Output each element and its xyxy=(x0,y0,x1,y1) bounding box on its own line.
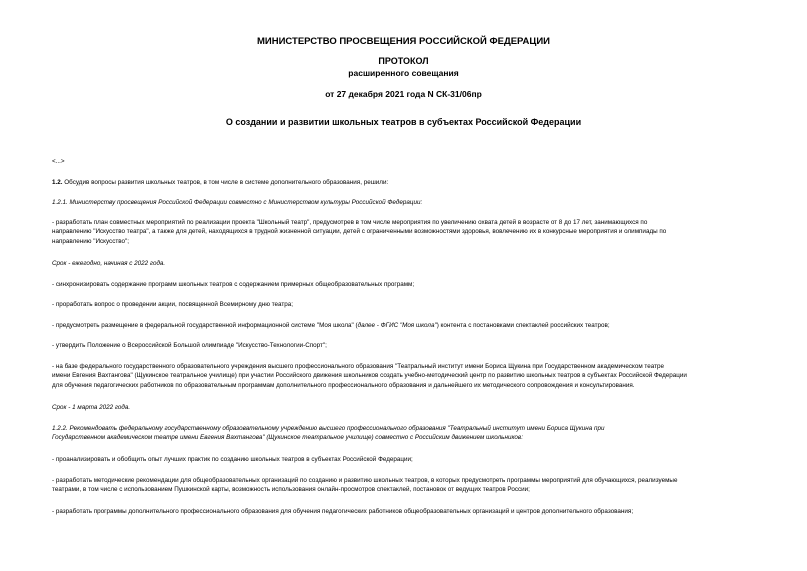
paragraph-line: Государственном академическом театре имени Евгения Вахтангова" (Щукинское театральное училище) совместно с Российским движением школьников: xyxy=(52,434,523,442)
paragraph-number: 1.2. xyxy=(52,179,63,186)
ministry-heading: МИНИСТЕРСТВО ПРОСВЕЩЕНИЯ РОССИЙСКОЙ ФЕДЕРАЦИИ xyxy=(256,36,551,47)
ellipsis-paragraph: <...> xyxy=(52,158,65,165)
paragraph-1-2 xyxy=(52,178,765,187)
paragraph-line: 1.2.2. Рекомендовать федеральному государственному образовательному учреждению высшего профессионального образования "Театральный институт имени Бориса Щукина при xyxy=(52,425,605,432)
paragraph-1-2-1: 1.2.1. Министерству просвещения Российской Федерации совместно с Министерством культуры Российской Федерации: xyxy=(52,199,423,206)
document-subtype: расширенного совещания xyxy=(348,68,459,78)
paragraph-fgis xyxy=(52,321,765,330)
paragraph-line: имени Евгения Вахтангова" (Щукинское театральное училище) при участии Российского движения школьников создать учебно-методический центр по развитию школьных театров в субъектах Российской Федерации xyxy=(52,372,687,380)
paragraph-italic: далее - ФГИС "Моя школа" xyxy=(357,322,437,329)
paragraph-line: направлению "Искусство театра", а также для детей, находящихся в трудной жизненной ситуации, детей с ограниченными возможностями здоровья, вовлечению их в конкурсные мероприятия и олимпиады по xyxy=(52,228,667,236)
deadline-annual: Срок - ежегодно, начиная с 2022 года. xyxy=(52,260,166,267)
paragraph-theatre-day: - проработать вопрос о проведении акции, посвященной Всемирному дню театра; xyxy=(52,301,294,308)
paragraph-plan xyxy=(52,218,765,246)
paragraph-line: - разработать план совместных мероприятий по реализации проекта "Школьный театр", предусмотрев в том числе мероприятия по увеличению охвата детей в возрасте от 8 до 17 лет, занимающихся по xyxy=(52,219,648,226)
paragraph-analyze: - проанализировать и обобщить опыт лучших практик по созданию школьных театров в субъектах Российской Федерации; xyxy=(52,456,413,463)
paragraph-line: - на базе федерального государственного образовательного учреждения высшего профессионального образования "Театральный институт имени Бориса Щукина при Государственном академическом театре xyxy=(52,363,665,370)
paragraph-1-2-2 xyxy=(52,424,765,443)
paragraph-recommendations xyxy=(52,476,765,495)
deadline-march: Срок - 1 марта 2022 года. xyxy=(52,404,131,411)
paragraph-sync: - синхронизировать содержание программ школьных театров с содержанием примерных общеобразовательных программ; xyxy=(52,281,415,288)
document-type: ПРОТОКОЛ xyxy=(378,56,429,66)
paragraph-line: направлению "Искусство"; xyxy=(52,237,129,245)
paragraph-text: - предусмотреть размещение в федеральной государственной информационной системе "Моя школа" ( xyxy=(52,322,358,329)
paragraph-programs: - разработать программы дополнительного профессионального образования для обучения педагогических работников общеобразовательных организаций и центров дополнительного образования; xyxy=(52,508,634,515)
paragraph-line: - разработать методические рекомендации для общеобразовательных организаций по созданию и развитию школьных театров, в которых предусмотреть программы мероприятий для обучающихся, реализуемые xyxy=(52,477,678,484)
paragraph-olympiad: - утвердить Положение о Всероссийской Большой олимпиаде "Искусство-Технологии-Спорт"; xyxy=(52,342,327,349)
paragraph-text: Обсудив вопросы развития школьных театров, в том числе в системе дополнительного образования, решили: xyxy=(62,179,389,186)
paragraph-line: для обучения педагогических работников по образовательным программам дополнительного профессионального образования и дальнейшего их методического сопровождения и консультирования. xyxy=(52,381,635,389)
document-date-number: от 27 декабря 2021 года N СК-31/06пр xyxy=(325,89,482,99)
paragraph-center xyxy=(52,362,765,390)
paragraph-text: ) контента с постановками спектаклей российских театров; xyxy=(436,322,610,329)
paragraph-line: театрами, в том числе с использованием Пушкинской карты, возможность использования онлайн-просмотров спектаклей, постановок от ведущих театров России; xyxy=(52,486,530,494)
document-title: О создании и развитии школьных театров в субъектах Российской Федерации xyxy=(225,117,582,127)
